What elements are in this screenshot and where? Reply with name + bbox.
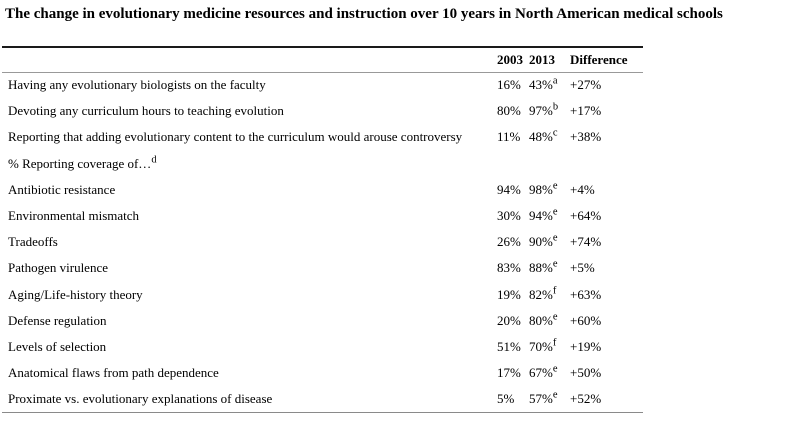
value-2003: 94%	[497, 181, 521, 197]
footnote-marker: e	[552, 363, 558, 375]
row-label: Having any evolutionary biologists on the faculty	[8, 77, 266, 93]
row-label: Reporting that adding evolutionary content to the curriculum would arouse controversy	[8, 129, 463, 145]
row-label: Defense regulation	[8, 312, 107, 328]
value-difference: +5%	[570, 260, 595, 276]
row-label: Levels of selection	[8, 338, 107, 354]
value-2013: 80%$^e$	[529, 311, 558, 328]
value-2013: 94%$^e$	[529, 206, 558, 224]
value-difference: +38%	[570, 129, 602, 145]
value-2013: 70%$^f$	[529, 337, 557, 354]
table-row	[2, 203, 643, 229]
value-2013: 43%$^a$	[529, 76, 558, 93]
value-2003: 26%	[497, 234, 521, 250]
value-2013: 98%$^e$	[529, 180, 558, 197]
value-difference: +64%	[570, 208, 602, 224]
table-row	[2, 255, 643, 281]
footnote-marker: e	[552, 311, 558, 323]
value-difference	[570, 151, 643, 177]
row-label: Proximate vs. evolutionary explanations of disease	[8, 391, 273, 407]
value-2003: 16%	[497, 77, 521, 93]
row-label: Pathogen virulence	[8, 260, 108, 276]
value-difference: +60%	[570, 312, 602, 328]
table-row	[2, 386, 643, 412]
value-2013: 57%$^e$	[529, 389, 558, 407]
value-difference: +50%	[570, 365, 602, 381]
footnote-marker: e	[552, 206, 558, 218]
value-2013: 97%$^b$	[529, 101, 559, 119]
value-2003: 30%	[497, 208, 521, 224]
footnote-marker: f	[552, 285, 557, 297]
header-difference: Difference	[570, 51, 628, 67]
header-2003: 2003	[497, 51, 523, 67]
table-row	[2, 98, 643, 124]
table-row	[2, 334, 643, 360]
table-body	[2, 72, 643, 412]
value-2003	[497, 151, 529, 177]
value-2003: 5%	[497, 391, 515, 407]
row-label: Antibiotic resistance	[8, 181, 116, 197]
value-difference: +63%	[570, 286, 602, 302]
value-2003: 17%	[497, 365, 521, 381]
header-label-blank	[2, 47, 497, 72]
table-row	[2, 360, 643, 386]
footnote-marker: c	[552, 128, 558, 140]
row-label: Environmental mismatch	[8, 208, 140, 224]
value-difference: +17%	[570, 103, 602, 119]
value-difference: +52%	[570, 391, 602, 407]
table-row	[2, 229, 643, 255]
value-difference: +27%	[570, 77, 602, 93]
row-label: % Reporting coverage of…$^d$	[8, 154, 157, 171]
value-difference: +19%	[570, 338, 602, 354]
footnote-marker: e	[552, 259, 558, 271]
value-2003: 51%	[497, 338, 521, 354]
row-label: Devoting any curriculum hours to teaching evolution	[8, 103, 284, 119]
value-2013: 67%$^e$	[529, 363, 558, 381]
value-difference: +4%	[570, 181, 595, 197]
value-difference: +74%	[570, 234, 602, 250]
footnote-marker: f	[552, 337, 557, 349]
footnote-marker: a	[552, 76, 558, 88]
table-row	[2, 151, 643, 177]
value-2003: 83%	[497, 260, 521, 276]
table-row	[2, 72, 643, 98]
footnote-marker: e	[552, 232, 558, 244]
value-2013	[529, 151, 570, 177]
footnote-marker: e	[552, 180, 558, 192]
value-2013: 82%$^f$	[529, 285, 557, 302]
evolutionary-medicine-table	[2, 46, 643, 413]
row-label: Tradeoffs	[8, 234, 58, 250]
row-label: Aging/Life-history theory	[8, 286, 143, 302]
table-row	[2, 308, 643, 334]
value-2013: 48%$^c$	[529, 128, 558, 145]
table-title: The change in evolutionary medicine resources and instruction over 10 years in North American medical schools	[5, 6, 723, 22]
value-2003: 20%	[497, 312, 521, 328]
header-row	[2, 47, 643, 72]
table-row	[2, 282, 643, 308]
footnote-marker: e	[552, 389, 558, 401]
value-2003: 11%	[497, 129, 521, 145]
row-label: Anatomical flaws from path dependence	[8, 365, 219, 381]
footnote-marker: d	[151, 154, 157, 166]
value-2003: 19%	[497, 286, 521, 302]
table-row	[2, 124, 643, 150]
value-2013: 88%$^e$	[529, 259, 558, 276]
value-2013: 90%$^e$	[529, 232, 558, 250]
table-header	[2, 47, 643, 72]
footnote-marker: b	[552, 101, 559, 113]
value-2003: 80%	[497, 103, 521, 119]
table-row	[2, 177, 643, 203]
header-2013: 2013	[529, 51, 555, 67]
